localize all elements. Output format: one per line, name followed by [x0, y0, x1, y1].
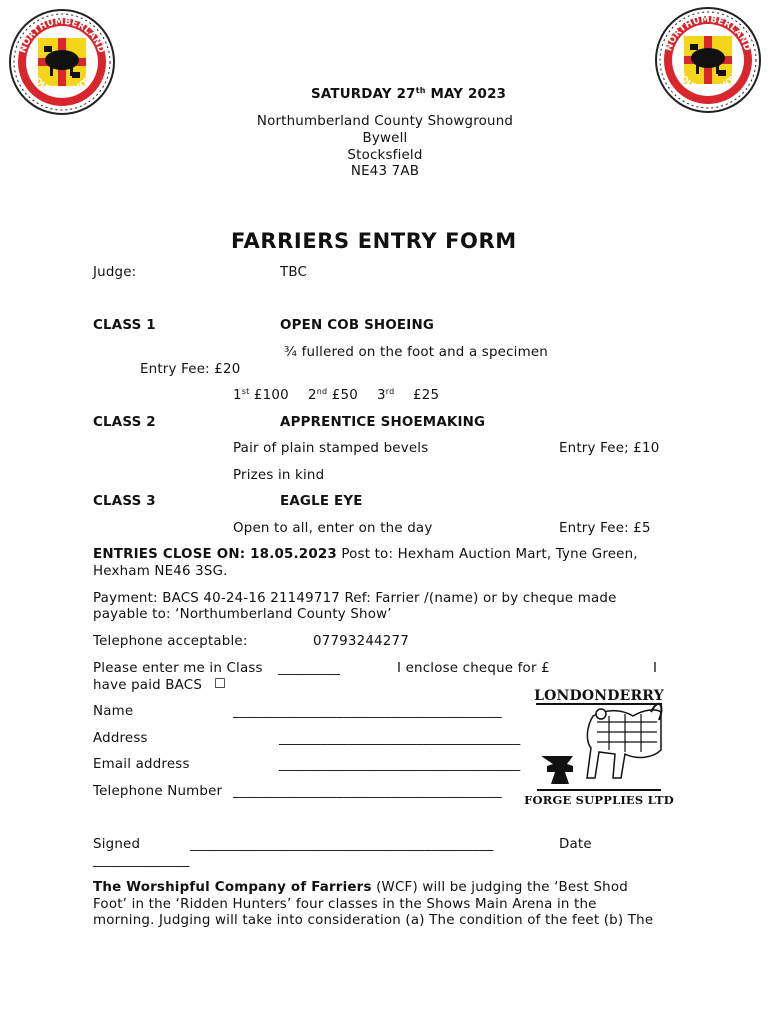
class-3-fee: Entry Fee: £5	[559, 521, 651, 536]
signature-field[interactable]: ____________________________________________	[190, 837, 494, 852]
class-2-prizes: Prizes in kind	[233, 468, 325, 483]
address-field[interactable]: ___________________________________	[279, 731, 521, 746]
payment-line-1: Payment: BACS 40-24-16 21149717 Ref: Farrier /(name) or by cheque made	[93, 591, 617, 606]
venue-line-3: Stocksfield	[347, 148, 423, 163]
class-3-label: CLASS 3	[93, 494, 156, 509]
telephone-value: 07793244277	[313, 634, 409, 649]
paid-bacs-text: have paid BACS	[93, 678, 203, 693]
bacs-checkbox[interactable]: ☐	[214, 677, 227, 692]
entries-close: ENTRIES CLOSE ON: 18.05.2023 Post to: Hexham Auction Mart, Tyne Green,	[93, 547, 638, 562]
signed-label: Signed	[93, 837, 141, 852]
class-1-prize-3: 3rd	[377, 387, 395, 403]
entries-address: Hexham NE46 3SG.	[93, 564, 228, 579]
svg-text:COUNTY SHOW: COUNTY SHOW	[27, 70, 97, 98]
phone-field[interactable]: _______________________________________	[233, 784, 502, 799]
email-field[interactable]: ___________________________________	[279, 757, 521, 772]
event-date: SATURDAY 27th MAY 2023	[311, 86, 507, 102]
svg-text:COUNTY SHOW: COUNTY SHOW	[673, 68, 743, 96]
class-2-label: CLASS 2	[93, 415, 156, 430]
date-label: Date	[559, 837, 592, 852]
wcf-line-2: Foot’ in the ‘Ridden Hunters’ four classes in the Shows Main Arena in the	[93, 897, 597, 912]
wcf-line-3: morning. Judging will take into consideration (a) The condition of the feet (b) The	[93, 913, 654, 928]
venue-line-4: NE43 7AB	[350, 164, 420, 179]
class-2-fee: Entry Fee; £10	[559, 441, 660, 456]
class-2-description: Pair of plain stamped bevels	[233, 441, 429, 456]
email-label: Email address	[93, 757, 190, 772]
class-1-fee: Entry Fee: £20	[140, 362, 241, 377]
svg-text:FORGE SUPPLIES LTD: FORGE SUPPLIES LTD	[524, 793, 674, 807]
class-1-prize-1: 1st £100	[233, 387, 289, 403]
name-field[interactable]: _______________________________________	[233, 704, 502, 719]
address-label: Address	[93, 731, 148, 746]
cheque-text: I enclose cheque for £	[397, 661, 550, 676]
judge-value: TBC	[280, 265, 308, 280]
phone-label: Telephone Number	[93, 784, 223, 799]
venue-line-2: Bywell	[362, 131, 408, 146]
class-1-prize-2: 2nd £50	[308, 387, 358, 403]
class-2-name: APPRENTICE SHOEMAKING	[280, 415, 486, 430]
svg-text:LONDONDERRY: LONDONDERRY	[534, 688, 664, 704]
class-number-field[interactable]: _________	[278, 661, 341, 676]
page-title: FARRIERS ENTRY FORM	[231, 229, 517, 253]
class-3-name: EAGLE EYE	[280, 494, 363, 509]
class-1-description: ¾ fullered on the foot and a specimen	[284, 345, 548, 360]
county-show-logo-right	[654, 6, 762, 114]
date-field[interactable]: ______________	[93, 853, 190, 868]
name-label: Name	[93, 704, 134, 719]
venue-line-1: Northumberland County Showground	[256, 114, 514, 129]
class-1-name: OPEN COB SHOEING	[280, 318, 435, 333]
svg-text:NORTHUMBERLAND: NORTHUMBERLAND	[664, 14, 752, 53]
wcf-line-1: The Worshipful Company of Farriers (WCF) will be judging the ‘Best Shod	[93, 880, 628, 895]
londonderry-forge-logo	[524, 686, 674, 808]
class-1-prize-3-amount: £25	[413, 388, 440, 403]
i-text: I	[653, 661, 658, 676]
svg-text:NORTHUMBERLAND: NORTHUMBERLAND	[18, 16, 106, 55]
telephone-label: Telephone acceptable:	[93, 634, 248, 649]
county-show-logo-left	[8, 8, 116, 116]
class-1-label: CLASS 1	[93, 318, 156, 333]
judge-label: Judge:	[93, 265, 137, 280]
payment-line-2: payable to: ‘Northumberland County Show’	[93, 607, 392, 622]
enter-class-text: Please enter me in Class	[93, 661, 263, 676]
class-3-description: Open to all, enter on the day	[233, 521, 433, 536]
